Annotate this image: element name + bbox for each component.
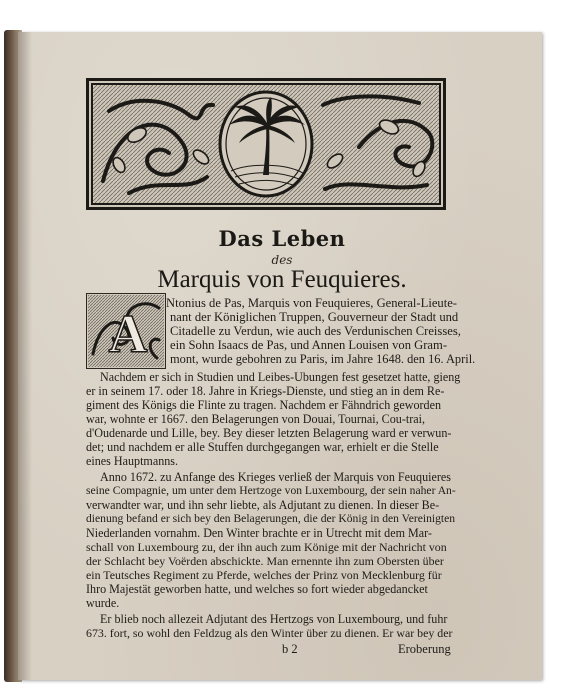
- page-title-das-leben: Das Leben: [218, 226, 346, 251]
- body-line: dienung befand er sich bey den Belagerungen, die der König in den Vereinigten: [86, 512, 456, 525]
- page-title-des: des: [271, 253, 293, 267]
- ornament-headpiece: [86, 78, 446, 210]
- body-line: war, wohnte er 1667. den Belagerungen von Douai, Tournai, Cou-trai,: [86, 412, 425, 426]
- body-line: Ihro Majestät geworben hatte, und welches so fort wieder abgedancket: [86, 582, 428, 596]
- body-line: giment des Königs die Flinte zu tragen. Nachdem er Fähndrich geworden: [86, 398, 441, 412]
- catchword: Eroberung: [398, 642, 451, 656]
- body-line: wurde.: [86, 596, 120, 610]
- body-line: schall von Luxembourg zu, der ihn auch zum Könige mit der Nachricht von: [86, 540, 447, 554]
- body-line: seine Compagnie, um unter dem Hertzoge von Luxembourg, der sein naher An-: [86, 484, 456, 497]
- body-line: det; und nachdem er alle Stuffen durchgegangen war, erhielt er die Stelle: [86, 440, 439, 454]
- body-line: Anno 1672. zu Anfange des Krieges verließ der Marquis von Feuquieres: [100, 470, 451, 484]
- body-line: Nachdem er sich in Studien und Leibes-Ubungen fest gesetzet hatte, gieng: [100, 370, 461, 384]
- drop-cap-ornament-icon: [87, 294, 165, 368]
- drop-cap: [86, 293, 166, 369]
- page-title-main: Marquis von Feuquieres.: [157, 266, 407, 293]
- body-line: d'Oudenarde und Lille, bey. Bey dieser letzten Belagerung ward er verwun-: [86, 426, 452, 440]
- ornament-woodcut-icon: [89, 81, 443, 207]
- body-line: mont, wurde gebohren zu Paris, im Jahre 1648. den 16. April.: [170, 352, 476, 366]
- page-gutter-shadow: [18, 32, 32, 680]
- body-line: 673. fort, so wohl den Feldzug als den Winter über zu dienen. Er war bey der: [86, 626, 453, 640]
- body-line: er in seinem 17. oder 18. Jahre in Kriegs-Dienste, und stieg an in dem Re-: [86, 384, 445, 398]
- body-line: Niederlanden vornahm. Den Winter brachte er in Utrecht mit dem Mar-: [86, 526, 432, 540]
- body-line: ein Teutsches Regiment zu Pferde, welches der Prinz von Mecklenburg für: [86, 568, 442, 582]
- body-line: ein Sohn Isaacs de Pas, und Annen Louisen von Gram-: [170, 338, 448, 352]
- signature-mark: b 2: [282, 642, 298, 656]
- body-line: nant der Königlichen Truppen, Gouverneur der Stadt und: [170, 310, 459, 324]
- body-line: verwandter war, und ihn sehr liebte, als Adjutant zu dienen. In dieser Be-: [86, 498, 440, 512]
- body-line: Ntonius de Pas, Marquis von Feuquieres, General-Lieute-: [166, 296, 457, 310]
- body-line: Er blieb noch allezeit Adjutant des Hertzogs von Luxembourg, und fuhr: [100, 612, 448, 626]
- body-line: eines Hauptmanns.: [86, 454, 179, 468]
- body-line: Citadelle zu Verdun, wie auch des Verdunischen Creisses,: [170, 324, 461, 338]
- body-line: der Schlacht bey Voërden abschickte. Man ernennte ihn zum Obersten über: [86, 554, 444, 568]
- drop-cap-letter: A: [108, 304, 148, 364]
